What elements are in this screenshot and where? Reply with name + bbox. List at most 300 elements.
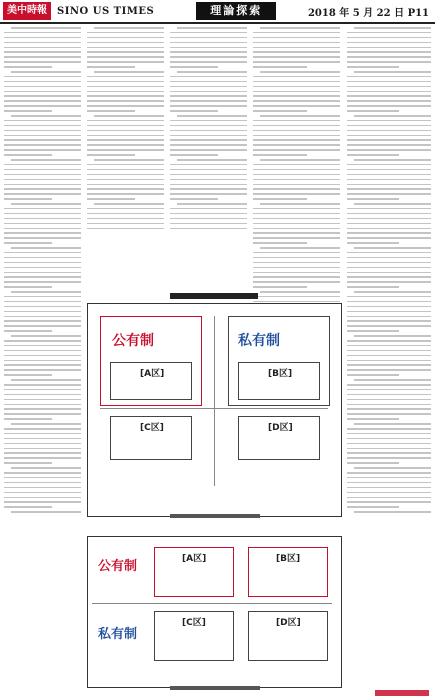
text-line: [4, 374, 52, 376]
private-ownership-label: 私有制: [238, 333, 280, 349]
text-line: [87, 169, 164, 171]
text-line: [253, 257, 340, 259]
text-line: [4, 276, 81, 278]
text-line: [177, 115, 247, 117]
text-line: [4, 296, 81, 298]
text-line: [253, 61, 340, 63]
text-line: [4, 443, 81, 445]
text-line: [170, 179, 247, 181]
text-line: [253, 237, 340, 239]
text-line: [170, 193, 247, 195]
text-line: [4, 169, 81, 171]
text-line: [170, 81, 247, 83]
text-line: [4, 281, 81, 283]
text-line: [4, 149, 81, 151]
text-line: [347, 198, 399, 200]
text-line: [87, 218, 164, 220]
text-line: [253, 154, 307, 156]
text-line: [253, 232, 340, 234]
text-line: [253, 169, 340, 171]
text-line: [354, 247, 431, 249]
figure-1-horizontal-divider: [100, 408, 328, 409]
text-line: [87, 208, 164, 210]
text-line: [347, 228, 431, 230]
text-line: [170, 32, 247, 34]
text-line: [253, 193, 340, 195]
text-line: [347, 47, 431, 49]
text-line: [4, 438, 81, 440]
text-line: [170, 169, 247, 171]
text-line: [4, 144, 81, 146]
text-line: [354, 71, 431, 73]
text-line: [347, 257, 431, 259]
text-line: [347, 174, 431, 176]
text-line: [347, 232, 431, 234]
masthead: [0, 0, 435, 24]
text-line: [4, 477, 81, 479]
text-line: [87, 174, 164, 176]
text-line: [347, 443, 431, 445]
text-line: [347, 144, 431, 146]
text-line: [11, 511, 81, 513]
text-line: [4, 105, 81, 107]
text-line: [347, 213, 431, 215]
text-line: [4, 452, 81, 454]
text-line: [347, 267, 431, 269]
text-line: [253, 105, 340, 107]
text-line: [4, 399, 81, 401]
text-line: [347, 311, 431, 313]
text-line: [4, 369, 81, 371]
text-line: [170, 95, 247, 97]
text-line: [4, 81, 81, 83]
text-line: [253, 81, 340, 83]
text-line: [11, 379, 81, 381]
text-line: [347, 355, 431, 357]
text-line: [87, 198, 135, 200]
text-line: [4, 272, 81, 274]
text-line: [347, 472, 431, 474]
text-line: [4, 164, 81, 166]
text-line: [4, 37, 81, 39]
figure-2-caption: [88, 675, 341, 681]
text-line: [170, 86, 247, 88]
text-line: [4, 492, 81, 494]
text-line: [87, 120, 164, 122]
text-line: [4, 418, 52, 420]
text-line: [253, 242, 307, 244]
text-line: [347, 252, 431, 254]
text-line: [170, 213, 247, 215]
text-line: [4, 301, 81, 303]
text-line: [4, 501, 81, 503]
text-line: [87, 125, 164, 127]
text-line: [170, 130, 247, 132]
text-line: [253, 130, 340, 132]
text-line: [347, 360, 431, 362]
text-line: [4, 482, 81, 484]
text-line: [4, 208, 81, 210]
text-line: [347, 452, 431, 454]
text-line: [170, 139, 247, 141]
text-line: [4, 350, 81, 352]
text-line: [94, 27, 164, 29]
text-line: [260, 27, 340, 29]
text-line: [347, 497, 431, 499]
text-line: [253, 100, 340, 102]
text-line: [347, 32, 431, 34]
text-line: [170, 51, 247, 53]
text-line: [87, 61, 164, 63]
text-line: [4, 184, 81, 186]
text-line: [347, 281, 431, 283]
text-line: [4, 61, 81, 63]
text-line: [170, 188, 247, 190]
text-line: [347, 438, 431, 440]
text-line: [253, 135, 340, 137]
private-ownership-label-2: 私有制: [98, 627, 138, 642]
text-line: [253, 228, 340, 230]
text-line: [170, 56, 247, 58]
text-line: [347, 340, 431, 342]
text-line: [170, 135, 247, 137]
text-line: [87, 37, 164, 39]
text-line: [11, 291, 81, 293]
text-column-5: [347, 27, 431, 692]
text-line: [4, 267, 81, 269]
text-line: [177, 71, 247, 73]
zone-a-label: [A区]: [140, 369, 165, 379]
text-line: [4, 364, 81, 366]
text-line: [4, 316, 81, 318]
text-line: [253, 91, 340, 93]
text-line: [4, 330, 52, 332]
text-line: [253, 66, 307, 68]
text-line: [4, 360, 81, 362]
text-line: [87, 164, 164, 166]
text-line: [170, 208, 247, 210]
text-line: [177, 27, 247, 29]
text-line: [4, 120, 81, 122]
text-line: [347, 223, 431, 225]
text-line: [87, 100, 164, 102]
text-line: [4, 408, 81, 410]
text-line: [4, 472, 81, 474]
text-line: [170, 76, 247, 78]
text-line: [347, 492, 431, 494]
text-line: [177, 203, 247, 205]
text-line: [170, 120, 247, 122]
text-line: [87, 144, 164, 146]
text-line: [253, 164, 340, 166]
text-line: [347, 345, 431, 347]
text-line: [87, 193, 164, 195]
text-line: [11, 335, 81, 337]
text-line: [347, 218, 431, 220]
text-line: [260, 247, 340, 249]
text-line: [170, 223, 247, 225]
text-line: [4, 487, 81, 489]
text-line: [4, 232, 81, 234]
text-line: [347, 242, 399, 244]
text-line: [87, 76, 164, 78]
text-line: [347, 477, 431, 479]
text-line: [253, 223, 340, 225]
text-line: [4, 95, 81, 97]
text-line: [260, 159, 340, 161]
text-line: [4, 174, 81, 176]
text-line: [170, 91, 247, 93]
text-line: [347, 37, 431, 39]
text-line: [260, 115, 340, 117]
text-line: [354, 291, 431, 293]
text-line: [4, 340, 81, 342]
fig2-zone-c-label: [C区]: [182, 618, 206, 628]
text-line: [87, 86, 164, 88]
text-line: [253, 208, 340, 210]
text-line: [347, 130, 431, 132]
text-line: [253, 272, 340, 274]
text-line: [253, 184, 340, 186]
text-line: [4, 286, 52, 288]
text-line: [170, 218, 247, 220]
text-line: [347, 501, 431, 503]
text-line: [11, 203, 81, 205]
text-line: [87, 110, 135, 112]
figure-2: [87, 536, 342, 688]
zone-c-label: [C区]: [140, 423, 164, 433]
text-line: [347, 296, 431, 298]
text-line: [347, 81, 431, 83]
text-line: [253, 174, 340, 176]
text-line: [4, 213, 81, 215]
text-line: [347, 86, 431, 88]
fig2-zone-d-label: [D区]: [276, 618, 301, 628]
text-line: [253, 42, 340, 44]
text-line: [347, 286, 399, 288]
text-line: [170, 47, 247, 49]
text-line: [87, 149, 164, 151]
footer-page-marker: [375, 690, 429, 696]
text-line: [347, 272, 431, 274]
text-line: [170, 66, 218, 68]
text-line: [170, 164, 247, 166]
text-line: [347, 325, 431, 327]
text-line: [87, 139, 164, 141]
text-line: [87, 223, 164, 225]
text-line: [253, 120, 340, 122]
text-line: [11, 159, 81, 161]
text-line: [347, 399, 431, 401]
text-line: [170, 154, 218, 156]
text-line: [87, 32, 164, 34]
text-line: [4, 462, 52, 464]
text-line: [354, 159, 431, 161]
text-line: [4, 237, 81, 239]
text-line: [170, 125, 247, 127]
text-line: [87, 105, 164, 107]
section-title: 理論探索: [196, 2, 276, 20]
text-line: [4, 86, 81, 88]
text-line: [170, 42, 247, 44]
issue-date-page: 2018 年 5 月 22 日 P11: [307, 7, 429, 19]
text-line: [87, 47, 164, 49]
text-line: [87, 213, 164, 215]
text-line: [4, 47, 81, 49]
text-line: [4, 198, 52, 200]
text-line: [253, 213, 340, 215]
text-line: [253, 76, 340, 78]
text-line: [347, 193, 431, 195]
text-line: [253, 144, 340, 146]
text-line: [87, 91, 164, 93]
text-line: [11, 27, 81, 29]
text-line: [4, 66, 52, 68]
text-line: [347, 389, 431, 391]
text-line: [11, 115, 81, 117]
text-line: [87, 228, 164, 230]
text-line: [347, 369, 431, 371]
text-line: [347, 95, 431, 97]
text-line: [4, 389, 81, 391]
zone-b-label: [B区]: [268, 369, 293, 379]
text-line: [347, 61, 431, 63]
text-line: [354, 335, 431, 337]
text-line: [347, 350, 431, 352]
text-line: [253, 281, 340, 283]
text-line: [347, 394, 431, 396]
text-line: [170, 110, 218, 112]
text-line: [87, 188, 164, 190]
text-line: [87, 135, 164, 137]
text-line: [354, 423, 431, 425]
text-line: [4, 325, 81, 327]
text-line: [253, 276, 340, 278]
text-line: [347, 428, 431, 430]
text-line: [4, 428, 81, 430]
text-line: [347, 169, 431, 171]
text-column-1: [4, 27, 81, 692]
text-line: [11, 247, 81, 249]
text-line: [347, 110, 399, 112]
text-line: [4, 306, 81, 308]
text-line: [170, 37, 247, 39]
text-line: [347, 179, 431, 181]
text-line: [347, 448, 431, 450]
text-line: [347, 208, 431, 210]
fig2-zone-b-label: [B区]: [276, 554, 301, 564]
text-line: [4, 51, 81, 53]
text-line: [170, 61, 247, 63]
text-line: [94, 115, 164, 117]
text-line: [4, 154, 52, 156]
text-line: [253, 267, 340, 269]
text-line: [4, 404, 81, 406]
text-line: [253, 252, 340, 254]
text-line: [4, 135, 81, 137]
text-line: [347, 51, 431, 53]
text-line: [170, 149, 247, 151]
text-line: [4, 252, 81, 254]
text-line: [94, 203, 164, 205]
text-line: [253, 37, 340, 39]
text-line: [354, 203, 431, 205]
text-line: [4, 218, 81, 220]
text-line: [347, 330, 399, 332]
text-line: [4, 56, 81, 58]
text-line: [347, 276, 431, 278]
text-line: [354, 511, 431, 513]
text-line: [4, 139, 81, 141]
text-line: [354, 467, 431, 469]
text-line: [354, 379, 431, 381]
text-line: [4, 76, 81, 78]
fig2-zone-a-label: [A区]: [182, 554, 207, 564]
text-line: [347, 120, 431, 122]
text-line: [253, 149, 340, 151]
text-line: [4, 110, 52, 112]
text-line: [87, 95, 164, 97]
public-ownership-label: 公有制: [112, 333, 154, 349]
text-line: [87, 51, 164, 53]
text-line: [253, 262, 340, 264]
paper-logo: 美中時報: [3, 2, 51, 20]
text-line: [4, 193, 81, 195]
text-line: [4, 506, 52, 508]
text-line: [4, 448, 81, 450]
text-line: [4, 394, 81, 396]
text-line: [87, 42, 164, 44]
text-line: [253, 47, 340, 49]
paper-name-en: SINO US TIMES: [57, 5, 155, 17]
text-line: [347, 125, 431, 127]
text-line: [347, 105, 431, 107]
text-line: [4, 42, 81, 44]
text-line: [260, 71, 340, 73]
text-line: [4, 130, 81, 132]
text-line: [170, 105, 247, 107]
text-line: [253, 86, 340, 88]
text-line: [170, 198, 218, 200]
text-line: [177, 159, 247, 161]
text-line: [94, 71, 164, 73]
text-line: [347, 262, 431, 264]
zone-d-label: [D区]: [268, 423, 293, 433]
text-line: [260, 203, 340, 205]
figure-1-caption: [88, 503, 341, 509]
text-line: [347, 154, 399, 156]
text-line: [347, 316, 431, 318]
text-line: [4, 384, 81, 386]
text-line: [170, 144, 247, 146]
text-line: [87, 154, 135, 156]
text-line: [11, 467, 81, 469]
text-line: [87, 179, 164, 181]
text-line: [347, 384, 431, 386]
text-line: [347, 462, 399, 464]
text-line: [253, 139, 340, 141]
text-line: [347, 91, 431, 93]
text-line: [253, 110, 307, 112]
text-line: [4, 32, 81, 34]
text-line: [4, 91, 81, 93]
text-line: [347, 374, 399, 376]
text-line: [11, 423, 81, 425]
text-line: [4, 262, 81, 264]
text-line: [4, 242, 52, 244]
text-line: [4, 257, 81, 259]
text-line: [94, 159, 164, 161]
